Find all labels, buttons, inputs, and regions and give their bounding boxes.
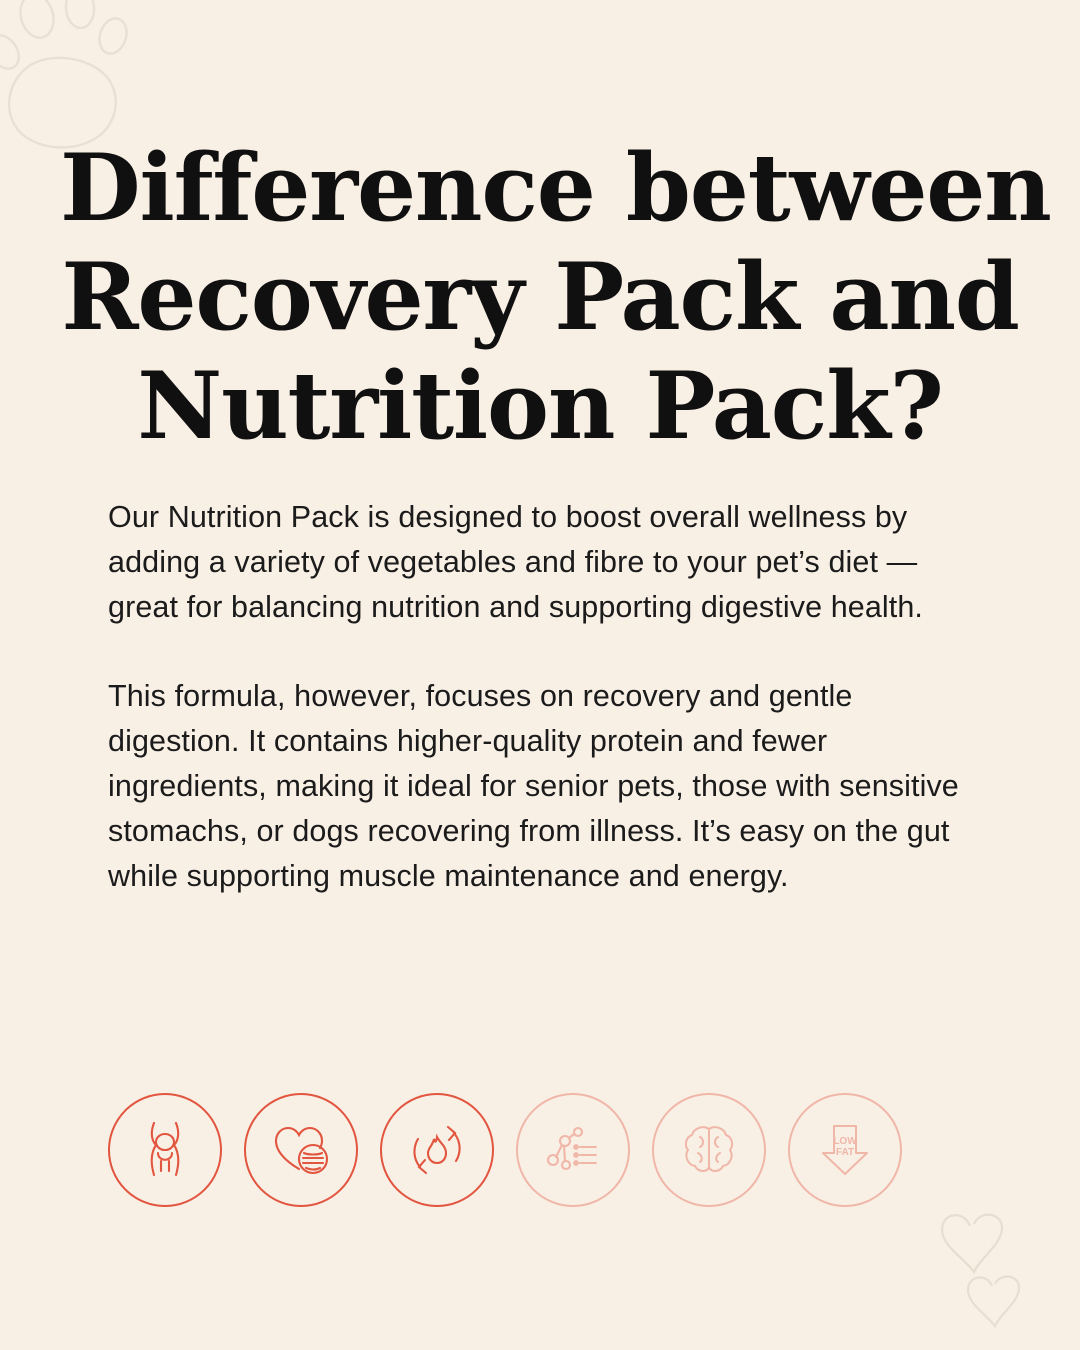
svg-text:FAT: FAT [835, 1147, 855, 1158]
body-paragraph-2: This formula, however, focuses on recovery and gentle digestion. It contains higher-quality protein and fewer ingredients, making it ideal for senior pets, those with sensitive stomachs, or dogs recovering from illness. It’s easy on the gut while supporting muscle maintenance and energy. [108, 679, 959, 893]
benefit-icon-row [108, 1093, 988, 1207]
low-fat-arrow-icon [788, 1093, 902, 1207]
body-copy [108, 495, 978, 899]
heart-digestion-icon [244, 1093, 358, 1207]
molecule-nutrients-icon [516, 1093, 630, 1207]
svg-text:LOW: LOW [833, 1136, 857, 1147]
page-title-line-2: Recovery Pack and [61, 242, 1019, 352]
recovery-cycle-icon [380, 1093, 494, 1207]
page-title-line-1: Difference between [60, 133, 1051, 243]
page-title [60, 133, 1051, 460]
body-paragraph-1: Our Nutrition Pack is designed to boost overall wellness by adding a variety of vegetables and fibre to your pet’s diet — great for balancing nutrition and supporting digestive health. [108, 500, 923, 624]
page-title-line-3: Nutrition Pack? [137, 350, 943, 460]
joint-health-icon [108, 1093, 222, 1207]
brain-icon [652, 1093, 766, 1207]
